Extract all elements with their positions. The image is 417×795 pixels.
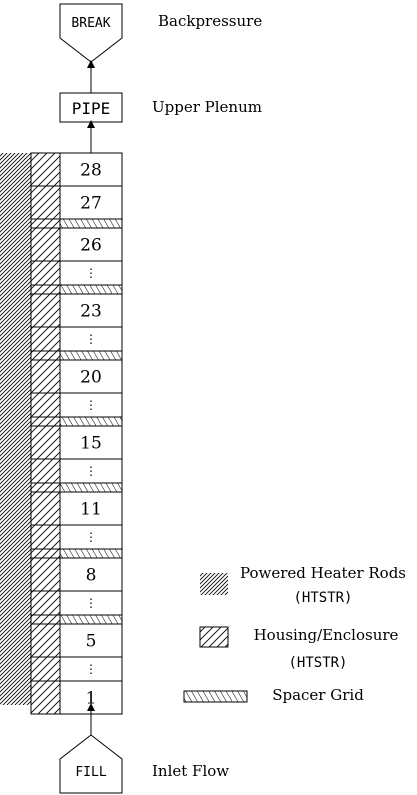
channel-cell-label: 23 <box>80 301 102 322</box>
channel-cell-label: 26 <box>80 235 102 256</box>
spacer-grid <box>60 285 122 294</box>
spacer-grid <box>60 351 122 360</box>
housing-segment <box>31 327 60 351</box>
housing-segment <box>31 558 60 591</box>
legend-spacer-label: Spacer Grid <box>272 686 364 704</box>
housing-segment <box>31 285 60 294</box>
housing-segment <box>31 153 60 186</box>
channel-cell <box>60 294 122 327</box>
channel-cell <box>60 459 122 483</box>
channel-cell <box>60 186 122 219</box>
channel-cell-label: 20 <box>80 367 102 388</box>
channel-cell-label: ⋮ <box>85 464 97 478</box>
legend-heater-sublabel: (HTSTR) <box>293 590 353 606</box>
pipe-component <box>60 93 122 122</box>
legend-housing-swatch <box>200 627 228 647</box>
housing-segment <box>31 228 60 261</box>
housing-segment <box>31 492 60 525</box>
break-shape <box>60 4 122 62</box>
channel-cell <box>60 492 122 525</box>
spacer-grid <box>60 615 122 624</box>
channel-cell <box>60 591 122 615</box>
spacer-grid <box>60 219 122 228</box>
channel-cell-label: 8 <box>85 565 97 586</box>
channel-cell <box>60 558 122 591</box>
channel-cell-label: 27 <box>80 193 102 214</box>
pipe-label: PIPE <box>71 99 111 118</box>
housing-segment <box>31 426 60 459</box>
housing-enclosure <box>31 153 60 714</box>
channel-cell-label: 11 <box>80 499 102 520</box>
break-description: Backpressure <box>158 12 263 30</box>
channel-cell-label: ⋮ <box>85 332 97 346</box>
spacer-grid <box>60 417 122 426</box>
housing-segment <box>31 417 60 426</box>
channel-cell-label: 5 <box>85 631 97 652</box>
channel-cell-label: ⋮ <box>85 266 97 280</box>
housing-segment <box>31 459 60 483</box>
spacer-grid <box>60 483 122 492</box>
channel-cell-label: ⋮ <box>85 398 97 412</box>
break-component <box>60 4 122 62</box>
channel-cell-label: 1 <box>85 688 97 709</box>
housing-segment <box>31 525 60 549</box>
legend-heater-swatch <box>200 573 228 595</box>
housing-segment <box>31 549 60 558</box>
spacer-grid <box>60 549 122 558</box>
channel-cell <box>60 624 122 657</box>
pipe-description: Upper Plenum <box>152 98 262 116</box>
channel-cell-label: 15 <box>80 433 102 454</box>
housing-segment <box>31 261 60 285</box>
housing-segment <box>31 681 60 714</box>
housing-segment <box>31 360 60 393</box>
break-label: BREAK <box>71 16 111 31</box>
legend-spacer-swatch <box>184 691 247 702</box>
housing-segment <box>31 483 60 492</box>
legend-heater-label: Powered Heater Rods <box>239 564 407 582</box>
legend-housing-label: Housing/Enclosure <box>253 626 399 644</box>
legend <box>184 564 406 704</box>
housing-segment <box>31 186 60 219</box>
channel-cell <box>60 426 122 459</box>
channel-cells <box>60 153 122 714</box>
fill-component <box>60 735 122 793</box>
channel-cell <box>60 261 122 285</box>
housing-segment <box>31 624 60 657</box>
channel-cell <box>60 228 122 261</box>
channel-cell <box>60 153 122 186</box>
housing-segment <box>31 393 60 417</box>
channel-cell <box>60 360 122 393</box>
legend-housing-sublabel: (HTSTR) <box>288 655 348 671</box>
fill-shape <box>60 735 122 793</box>
housing-segment <box>31 219 60 228</box>
channel-cell-label: ⋮ <box>85 662 97 676</box>
housing-segment <box>31 615 60 624</box>
fill-label: FILL <box>75 765 107 780</box>
housing-segment <box>31 591 60 615</box>
channel-cell <box>60 327 122 351</box>
heater-rods-strip <box>0 153 31 705</box>
channel-cell-label: ⋮ <box>85 530 97 544</box>
housing-segment <box>31 294 60 327</box>
housing-segment <box>31 657 60 681</box>
channel-cell <box>60 657 122 681</box>
housing-segment <box>31 351 60 360</box>
channel-cell <box>60 393 122 417</box>
channel-cell-label: 28 <box>80 160 102 181</box>
channel-cell-label: ⋮ <box>85 596 97 610</box>
fill-description: Inlet Flow <box>152 762 230 780</box>
channel-cell <box>60 525 122 549</box>
